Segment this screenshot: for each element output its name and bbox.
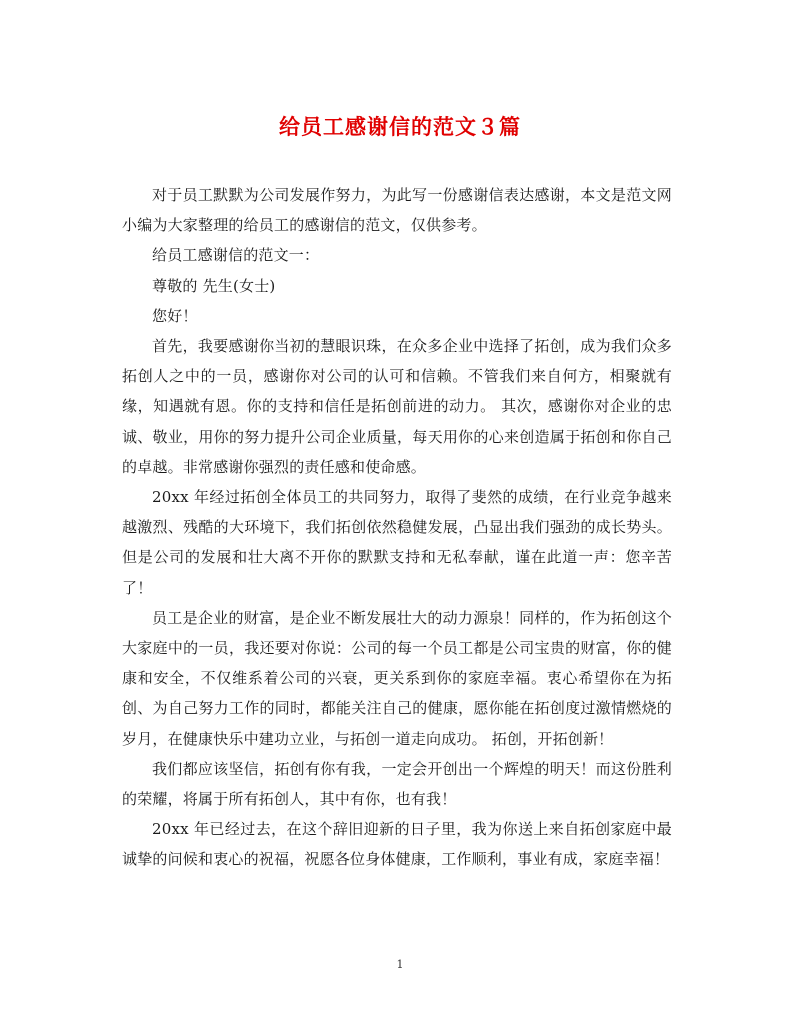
- paragraph-thanks: 首先，我要感谢你当初的慧眼识珠，在众多企业中选择了拓创，成为我们众多拓创人之中的一员，感谢你对公司的认可和信赖。不管我们来自何方，相聚就有缘，知遇就有恩。你的支持和信任是拓创前进的动力。 其次，感谢你对企业的忠诚、敬业，用你的努力提升公司企业质量，每天用你的心来创造属于拓创和你自己的卓越。非常感谢你强烈的责任感和使命感。: [122, 337, 672, 476]
- paragraph-achievements: 20xx 年经过拓创全体员工的共同努力，取得了斐然的成绩，在行业竞争越来越激烈、残酷的大环境下，我们拓创依然稳健发展，凸显出我们强劲的成长势头。但是公司的发展和壮大离不开你的默默支持和无私奉献，谨在此道一声：您辛苦了！: [122, 488, 672, 597]
- paragraph-belief: 我们都应该坚信，拓创有你有我，一定会开创出一个辉煌的明天！而这份胜利的荣耀，将属于所有拓创人，其中有你，也有我！: [122, 759, 672, 809]
- document-body: [122, 180, 672, 875]
- paragraph-salutation: 尊敬的 先生(女士): [152, 276, 276, 295]
- page-number: 1: [396, 958, 404, 971]
- paragraph-greeting: 您好！: [152, 306, 198, 325]
- paragraph-new-year: 20xx 年已经过去，在这个辞旧迎新的日子里，我为你送上来自拓创家庭中最诚挚的问候和衷心的祝福，祝愿各位身体健康，工作顺利，事业有成，家庭幸福！: [122, 820, 672, 869]
- paragraph-employee-value: 员工是企业的财富，是企业不断发展壮大的动力源泉！同样的，作为拓创这个大家庭中的一员，我还要对你说：公司的每一个员工都是公司宝贵的财富，你的健康和安全，不仅维系着公司的兴衰，更关系到你的家庭幸福。衷心希望你在为拓创、为自己努力工作的同时，都能关注自己的健康，愿你能在拓创度过激情燃烧的岁月，在健康快乐中建功立业，与拓创一道走向成功。 拓创，开拓创新！: [122, 608, 672, 748]
- paragraph-intro: 对于员工默默为公司发展作努力，为此写一份感谢信表达感谢，本文是范文网小编为大家整理的给员工的感谢信的范文，仅供参考。: [122, 186, 672, 235]
- document-title: 给员工感谢信的范文３篇: [279, 114, 521, 139]
- paragraph-sample-heading: 给员工感谢信的范文一：: [152, 246, 320, 265]
